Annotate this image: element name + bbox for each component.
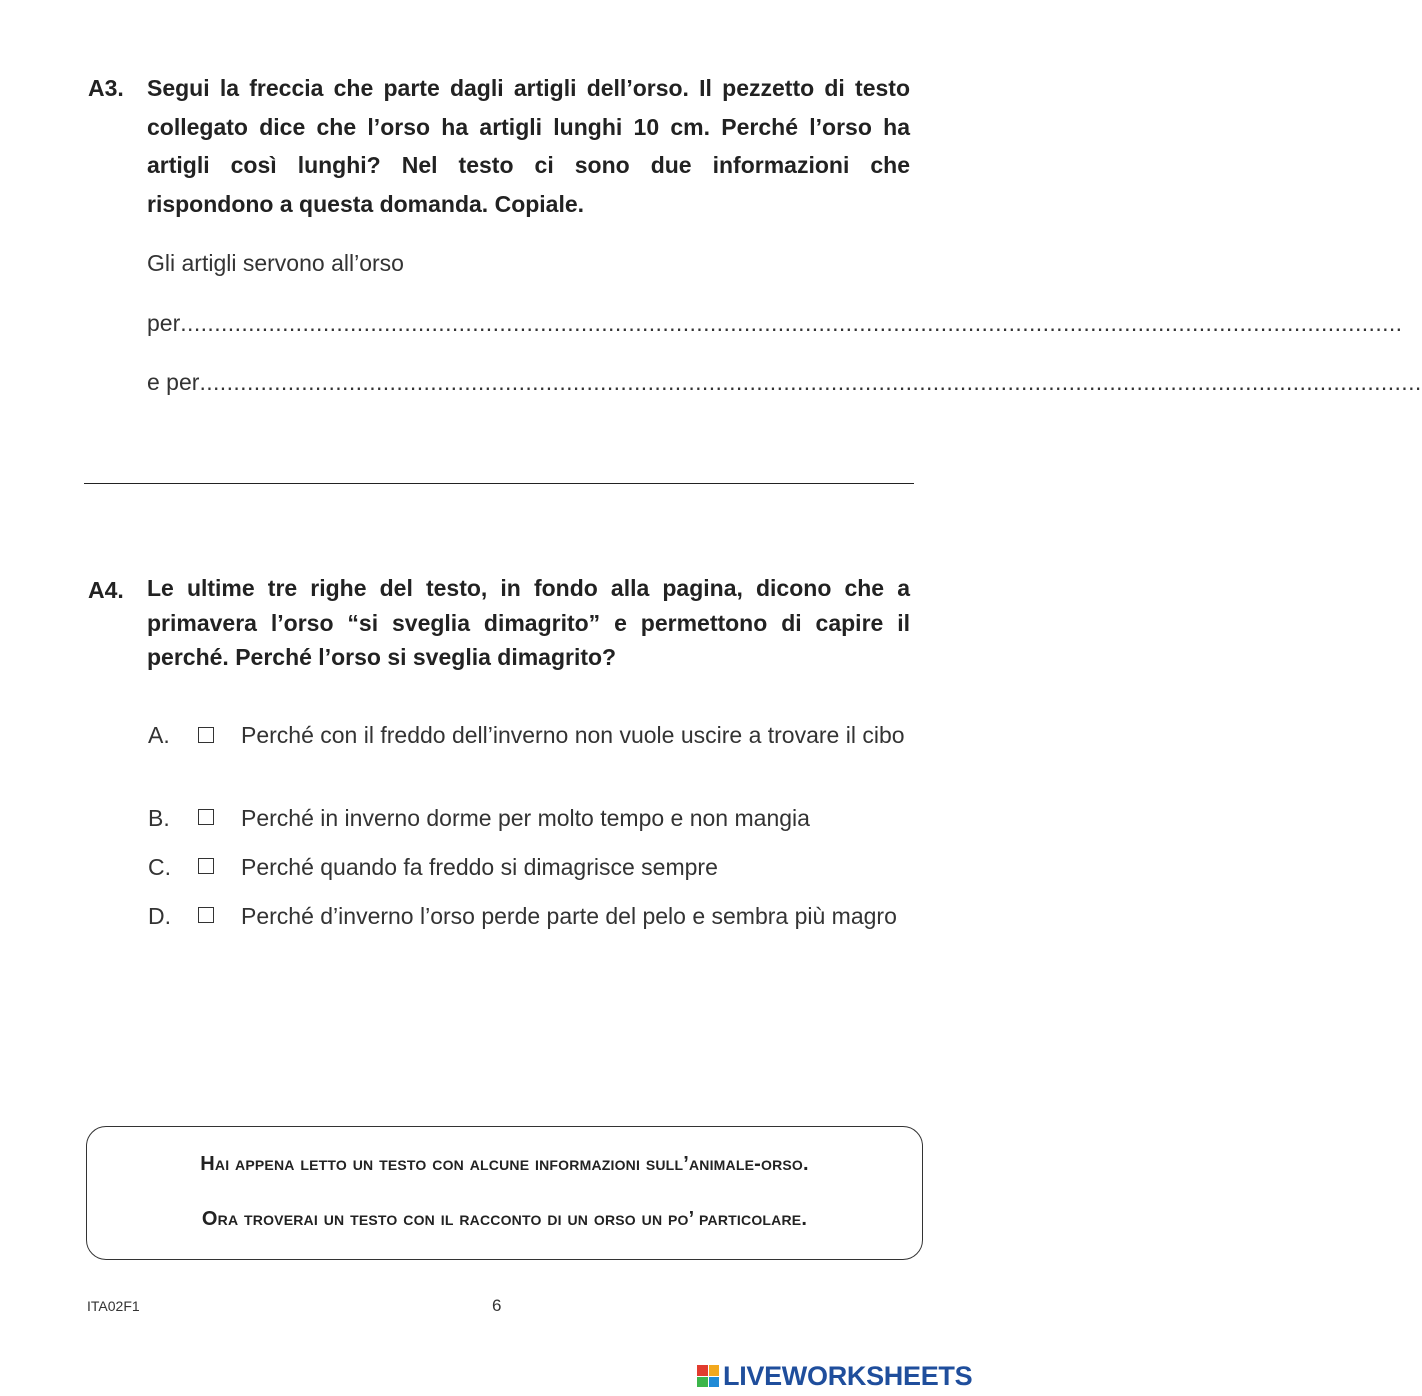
question-a4-text: Le ultime tre righe del testo, in fondo alla pagina, dicono che a primavera l’orso “si sveglia dimagrito” e permettono di capire il perché. Perché l’orso si sveglia dimagrito? — [147, 575, 910, 670]
logo-square — [697, 1365, 708, 1376]
liveworksheets-logo — [697, 1361, 972, 1391]
notice-line-1: Hai appena letto un testo con alcune informazioni sull’animale-orso. — [200, 1153, 809, 1175]
liveworksheets-logo-text: LIVEWORKSHEETS — [723, 1360, 973, 1391]
option-c-checkbox[interactable] — [198, 858, 214, 874]
question-a4-number: A4. — [88, 577, 124, 603]
option-letter: A. — [148, 722, 170, 748]
option-text: Perché quando fa freddo si dimagrisce sempre — [241, 854, 718, 880]
document-code: ITA02F1 — [87, 1298, 140, 1314]
option-text: Perché con il freddo dell’inverno non vuole uscire a trovare il cibo — [241, 722, 905, 748]
notice-box — [86, 1126, 923, 1260]
answer-line-1-label: per — [147, 310, 181, 336]
option-b-checkbox[interactable] — [198, 809, 214, 825]
notice-line-2: Ora troverai un testo con il racconto di un orso un po’ particolare. — [201, 1208, 808, 1230]
answer-intro: Gli artigli servono all’orso — [147, 250, 404, 276]
option-letter: C. — [148, 854, 171, 880]
question-a3-text: Segui la freccia che parte dagli artigli dell’orso. Il pezzetto di testo collegato dice che l’orso ha artigli lunghi 10 cm. Perché l’orso ha artigli così lunghi? Nel testo ci sono due informazioni che rispondono a questa domanda. Copiale. — [147, 75, 910, 217]
logo-square — [709, 1365, 720, 1376]
answer-line-2[interactable] — [147, 367, 1422, 397]
option-letter: B. — [148, 805, 170, 831]
dotted-line: .................................................................................................................................................................................... — [199, 369, 1422, 395]
section-divider — [84, 483, 914, 484]
option-letter: D. — [148, 903, 171, 929]
question-a3-number: A3. — [88, 75, 124, 101]
option-d-checkbox[interactable] — [198, 907, 214, 923]
option-a-checkbox[interactable] — [198, 727, 214, 743]
dotted-line: .................................................................................................................................................................................... — [180, 310, 1403, 336]
logo-square — [709, 1377, 720, 1388]
option-text: Perché d’inverno l’orso perde parte del pelo e sembra più magro — [241, 903, 897, 929]
option-text: Perché in inverno dorme per molto tempo e non mangia — [241, 805, 810, 831]
logo-square — [697, 1377, 708, 1388]
page-number: 6 — [492, 1296, 502, 1315]
answer-line-1[interactable] — [147, 308, 1403, 338]
liveworksheets-logo-icon — [697, 1365, 719, 1387]
answer-line-2-label: e per — [147, 369, 200, 395]
